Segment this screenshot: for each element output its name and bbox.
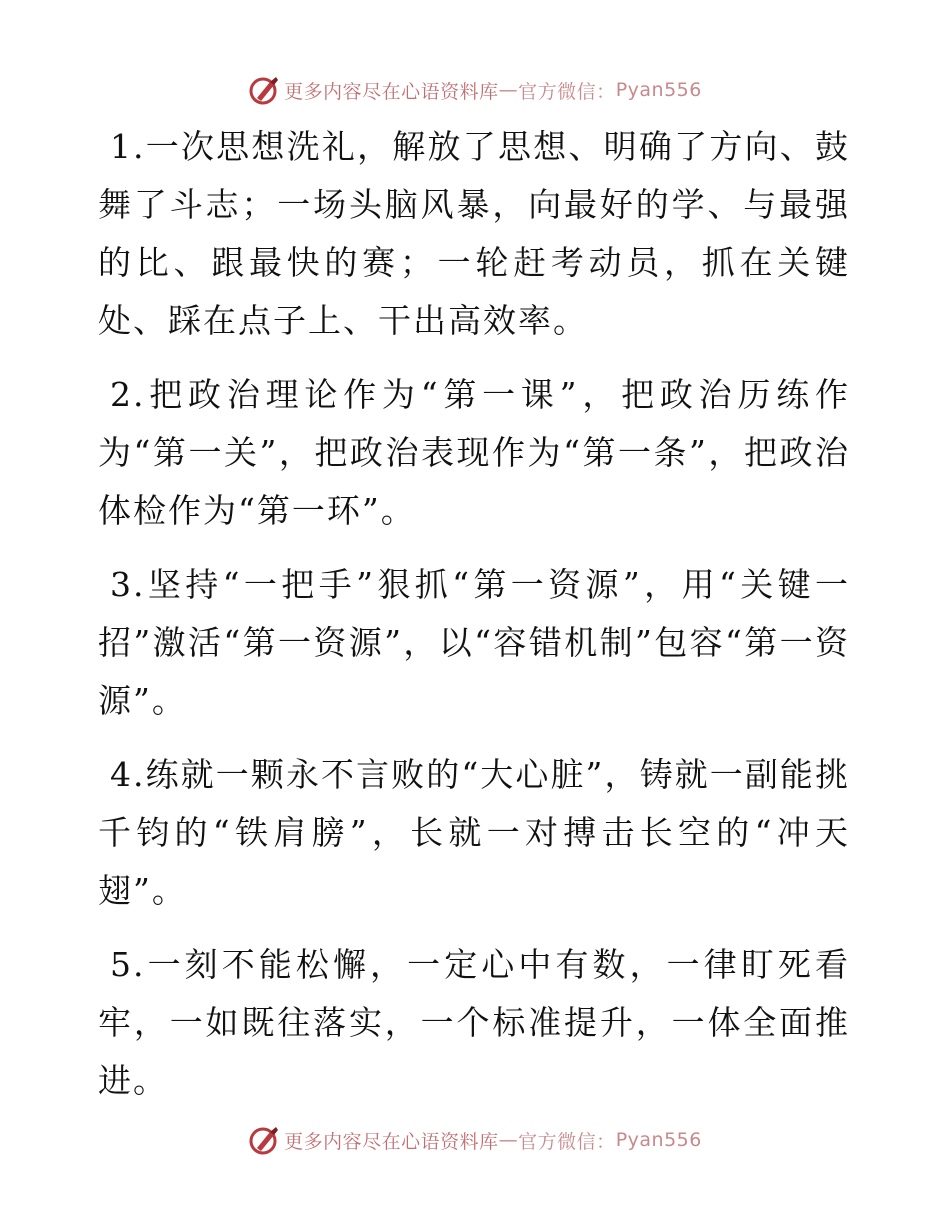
paragraph-number: 1. [110,127,146,166]
header-wechat-id: Pyan556 [615,79,702,101]
paragraph-1 [98,118,850,350]
paragraph-text: 一次思想洗礼，解放了思想、明确了方向、鼓舞了斗志；一场头脑风暴，向最好的学、与最强的比、跟最快的赛；一轮赶考动员，抓在关键处、踩在点子上、干出高效率。 [98,127,850,340]
paragraph-2 [98,366,850,540]
paragraph-4 [98,746,850,920]
footer-banner [0,1120,950,1160]
header-brand-text: 更多内容尽在心语资料库 [284,80,499,103]
footer-separator: — [498,1129,519,1151]
paragraph-number: 3. [110,565,146,604]
footer-wechat-id: Pyan556 [615,1129,702,1151]
paragraph-text: 坚持“一把手”狠抓“第一资源”，用“关键一招”激活“第一资源”，以“容错机制”包容“第一资源”。 [98,565,850,720]
pen-logo-icon [248,74,280,106]
paragraph-3 [98,556,850,730]
footer-official-label: 官方微信： [518,1130,616,1153]
paragraph-number: 2. [110,375,146,414]
header-separator: — [498,79,519,101]
paragraph-number: 5. [110,945,146,984]
paragraph-5 [98,936,850,1110]
footer-brand-text: 更多内容尽在心语资料库 [284,1130,499,1153]
paragraph-text: 练就一颗永不言败的“大心脏”，铸就一副能挑千钧的“铁肩膀”，长就一对搏击长空的“冲天翅”。 [98,755,850,910]
header-banner [0,70,950,110]
paragraph-text: 把政治理论作为“第一课”，把政治历练作为“第一关”，把政治表现作为“第一条”，把政治体检作为“第一环”。 [98,375,850,530]
paragraph-text: 一刻不能松懈，一定心中有数，一律盯死看牢，一如既往落实，一个标准提升，一体全面推进。 [98,945,850,1100]
document-body [98,118,850,1126]
header-official-label: 官方微信： [518,80,616,103]
pen-logo-icon [248,1124,280,1156]
paragraph-number: 4. [110,755,146,794]
